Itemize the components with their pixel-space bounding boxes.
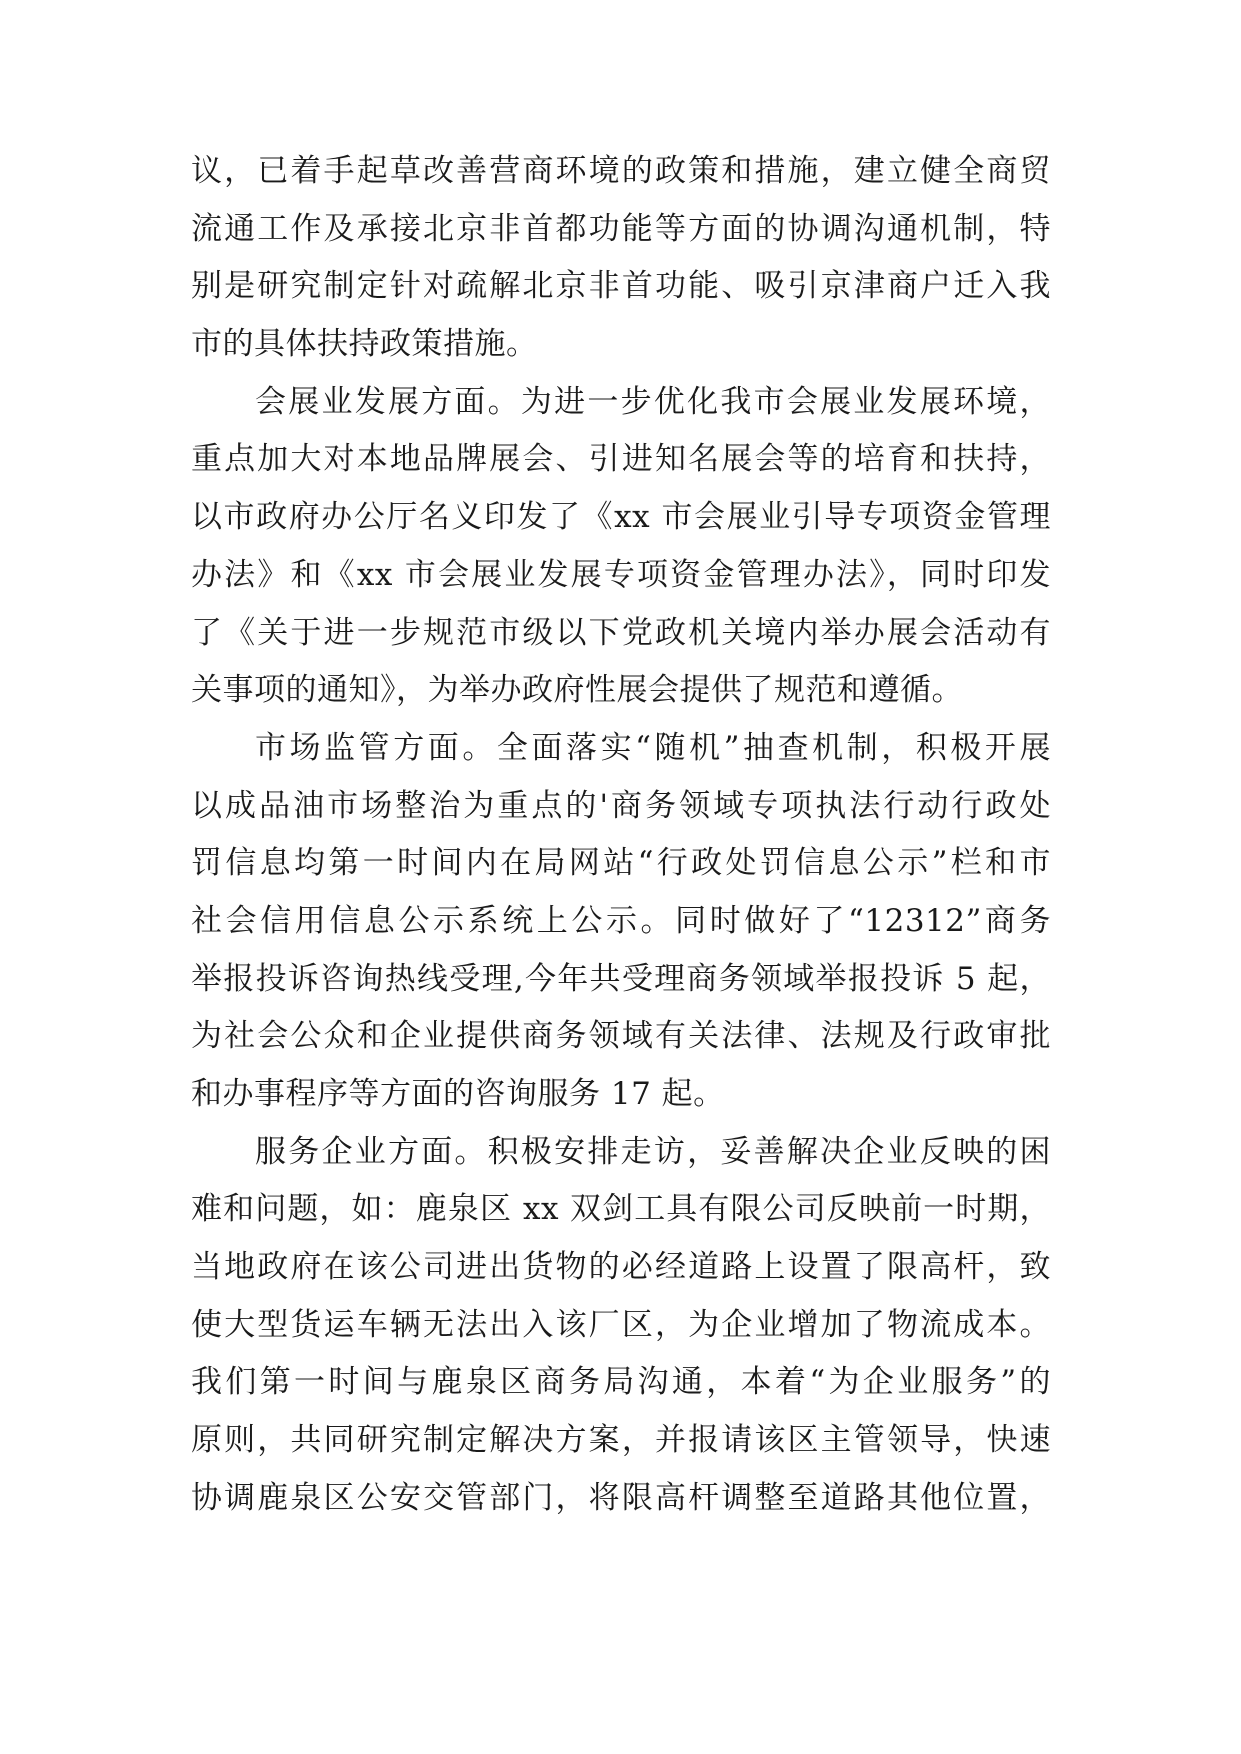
paragraph-exhibition-industry (191, 374, 1051, 720)
text-line: 当地政府在该公司进出货物的必经道路上设置了限高杆，致 (191, 1249, 1051, 1286)
text-line: 罚信息均第一时间内在局网站“行政处罚信息公示”栏和市 (191, 845, 1051, 882)
text-line: 会展业发展方面。为进一步优化我市会展业发展环境， (255, 383, 1051, 420)
text-line: 举报投诉咨询热线受理,今年共受理商务领域举报投诉 5 起， (191, 960, 1051, 997)
text-line: 我们第一时间与鹿泉区商务局沟通，本着“为企业服务”的 (191, 1364, 1051, 1401)
text-line: 关事项的通知》，为举办政府性展会提供了规范和遵循。 (191, 672, 963, 709)
text-line: 社会信用信息公示系统上公示。同时做好了“12312”商务 (191, 902, 1051, 939)
text-line: 以成品油市场整治为重点的'商务领域专项执法行动行政处 (191, 787, 1051, 824)
text-line: 市的具体扶持政策措施。 (191, 326, 538, 363)
text-line: 市场监管方面。全面落实“随机”抽查机制，积极开展 (255, 729, 1051, 766)
paragraph-enterprise-service (191, 1124, 1051, 1528)
text-line: 了《关于进一步规范市级以下党政机关境内举办展会活动有 (191, 614, 1051, 651)
text-line: 以市政府办公厅名义印发了《xx 市会展业引导专项资金管理 (191, 499, 1051, 536)
text-line: 办法》和《xx 市会展业发展专项资金管理办法》，同时印发 (191, 556, 1051, 593)
text-line: 流通工作及承接北京非首都功能等方面的协调沟通机制，特 (191, 210, 1051, 247)
paragraph-market-supervision (191, 720, 1051, 1124)
text-line: 原则，共同研究制定解决方案，并报请该区主管领导，快速 (191, 1422, 1051, 1459)
text-line: 使大型货运车辆无法出入该厂区，为企业增加了物流成本。 (191, 1306, 1051, 1343)
text-line: 和办事程序等方面的咨询服务 17 起。 (191, 1076, 725, 1112)
paragraph-policy-measures (191, 143, 1051, 374)
text-line: 议，已着手起草改善营商环境的政策和措施，建立健全商贸 (191, 153, 1051, 189)
text-line: 别是研究制定针对疏解北京非首功能、吸引京津商户迁入我 (191, 268, 1051, 305)
text-line: 协调鹿泉区公安交管部门，将限高杆调整至道路其他位置， (191, 1479, 1051, 1516)
text-line: 为社会公众和企业提供商务领域有关法律、法规及行政审批 (191, 1018, 1051, 1055)
document-body (191, 143, 1051, 1528)
text-line: 重点加大对本地品牌展会、引进知名展会等的培育和扶持， (191, 441, 1051, 478)
text-line: 难和问题，如：鹿泉区 xx 双剑工具有限公司反映前一时期， (191, 1191, 1051, 1228)
text-line: 服务企业方面。积极安排走访，妥善解决企业反映的困 (255, 1133, 1051, 1170)
